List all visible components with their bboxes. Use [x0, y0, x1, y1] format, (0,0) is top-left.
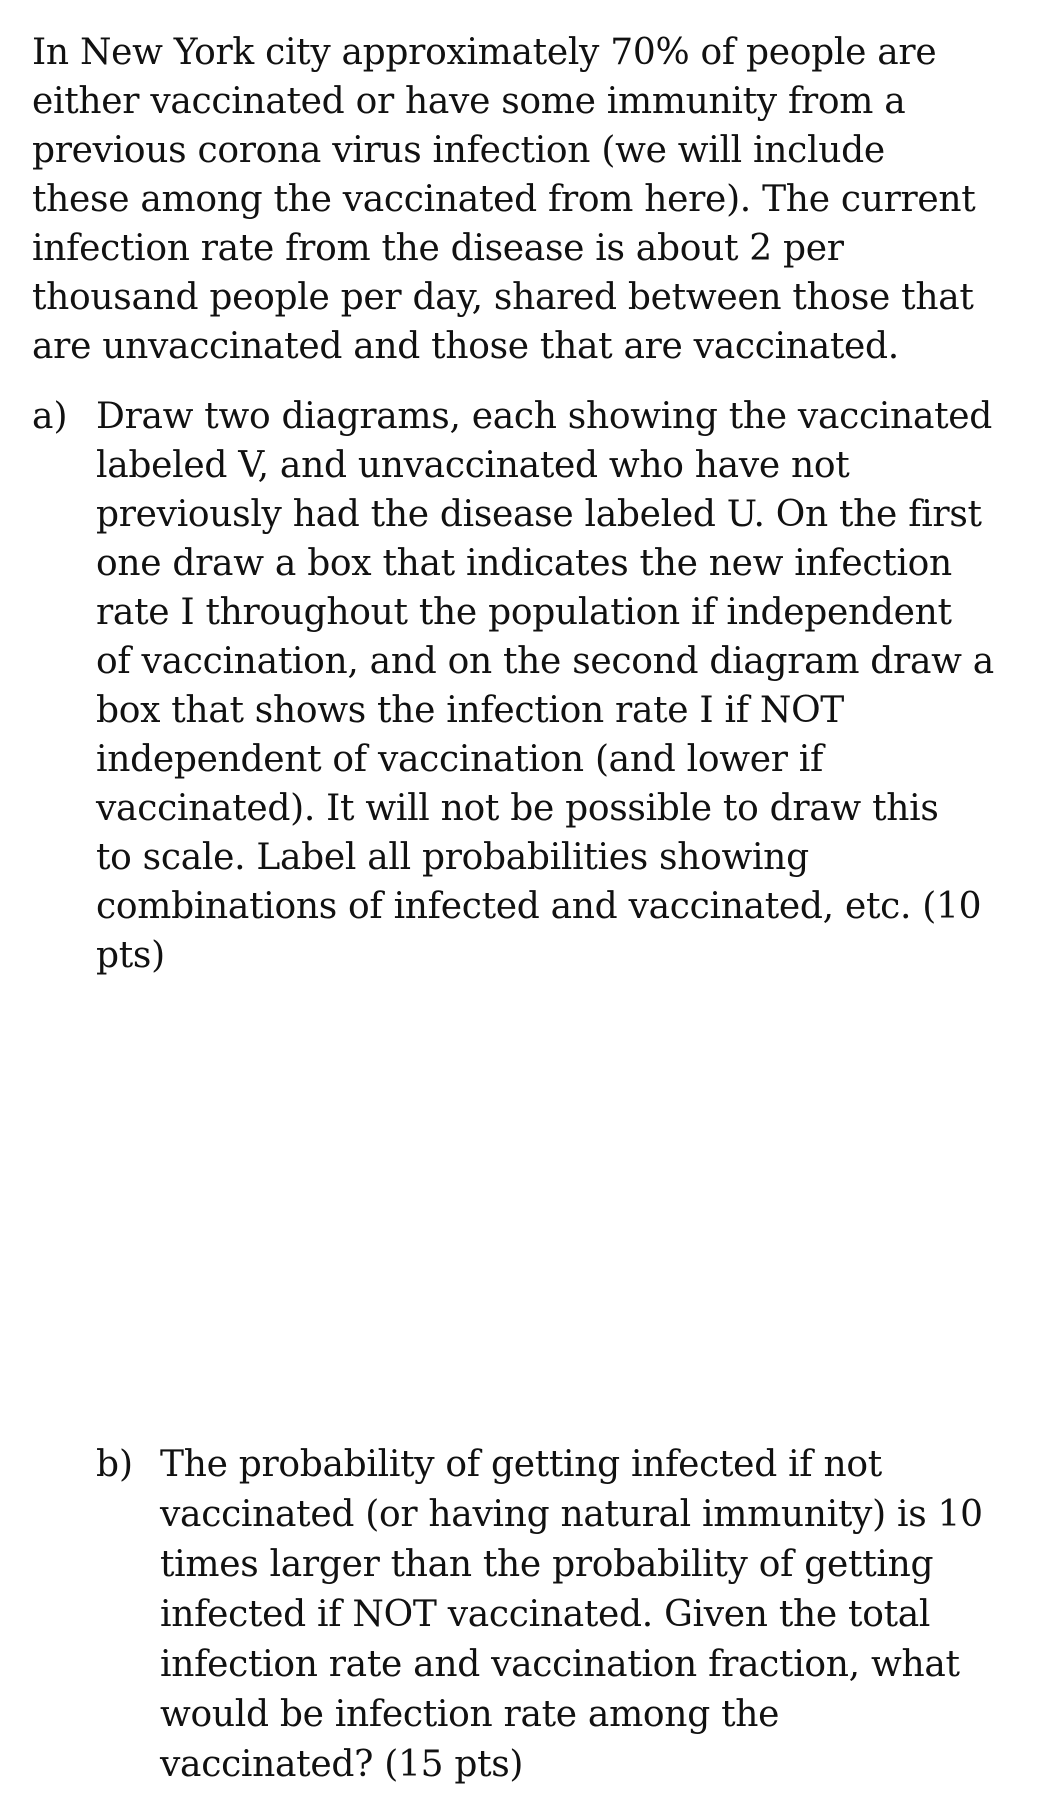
intro-line: these among the vaccinated from here). The current [32, 179, 976, 220]
question-a-line: labeled V, and unvaccinated who have not [96, 445, 850, 486]
question-b-line: infected if NOT vaccinated. Given the total [160, 1594, 931, 1635]
question-b-line: vaccinated (or having natural immunity) is 10 [160, 1494, 983, 1535]
question-a-line: previously had the disease labeled U. On the first [96, 494, 982, 535]
question-a-marker: a) [32, 396, 68, 437]
question-b-line: would be infection rate among the [160, 1694, 780, 1735]
intro-line: thousand people per day, shared between those that [32, 277, 974, 318]
question-b-marker: b) [96, 1444, 134, 1485]
question-a-line: box that shows the infection rate I if NOT [96, 690, 844, 731]
question-a-line: combinations of infected and vaccinated, etc. (10 [96, 886, 982, 927]
question-b-line: times larger than the probability of getting [160, 1544, 934, 1585]
question-b-line: infection rate and vaccination fraction, what [160, 1644, 960, 1685]
question-b-line: The probability of getting infected if not [160, 1444, 882, 1485]
question-a-line: independent of vaccination (and lower if [96, 739, 824, 780]
intro-line: In New York city approximately 70% of people are [32, 32, 937, 73]
question-b-line: vaccinated? (15 pts) [160, 1744, 524, 1785]
intro-line: previous corona virus infection (we will include [32, 130, 885, 171]
intro-line: either vaccinated or have some immunity from a [32, 81, 906, 122]
question-a-line: of vaccination, and on the second diagram draw a [96, 641, 994, 682]
question-a-line: to scale. Label all probabilities showing [96, 837, 809, 878]
question-a-line: pts) [96, 935, 165, 976]
intro-line: infection rate from the disease is about 2 per [32, 228, 844, 269]
intro-line: are unvaccinated and those that are vaccinated. [32, 326, 899, 367]
question-a-line: Draw two diagrams, each showing the vaccinated [96, 396, 993, 437]
question-a-line: one draw a box that indicates the new infection [96, 543, 952, 584]
question-a-line: rate I throughout the population if independent [96, 592, 952, 633]
question-a-line: vaccinated). It will not be possible to draw this [96, 788, 939, 829]
